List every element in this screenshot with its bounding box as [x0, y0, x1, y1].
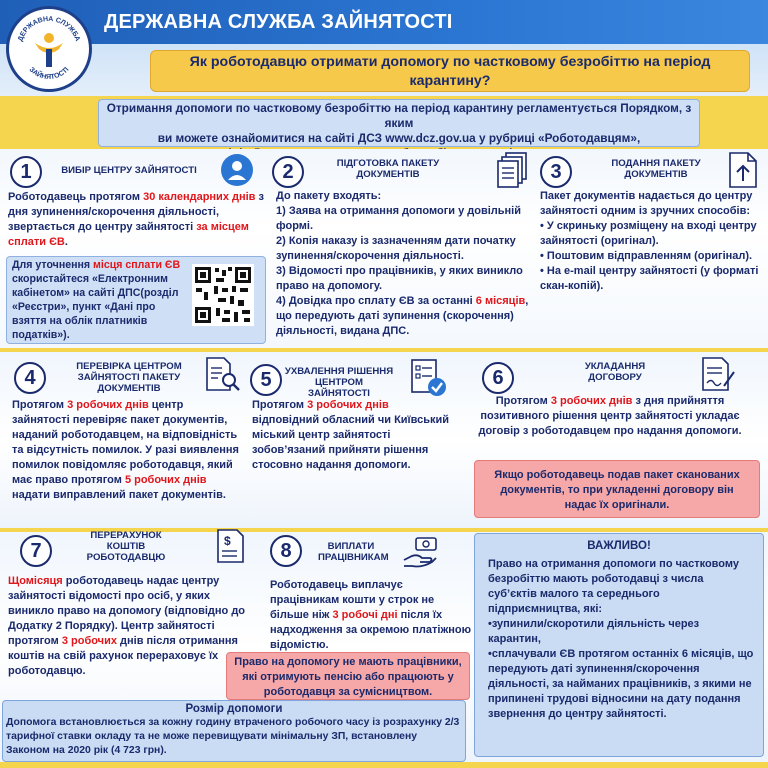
step-8-text: Роботодавець виплачує працівникам кошти у строк не більше ніж 3 робочі дні після їх надходження за окремою платіжною відомістю. [270, 579, 472, 651]
step-1-text: Роботодавець протягом 30 календарних днів з дня зупинення/скорочення діяльності, звертається до центру зайнятості за місцем сплати ЄВ. [8, 191, 264, 248]
invoice-dollar-icon [215, 528, 249, 569]
step-2-title: ПІДГОТОВКА ПАКЕТУ ДОКУМЕНТІВ [336, 158, 440, 180]
contract-sign-icon [700, 356, 736, 399]
step-7-number: 7 [20, 535, 52, 567]
step-2-number: 2 [272, 156, 304, 188]
step-1-title: ВИБІР ЦЕНТРУ ЗАЙНЯТОСТІ [61, 165, 197, 176]
step-8-number: 8 [270, 535, 302, 567]
step-4-number: 4 [14, 362, 46, 394]
step-5-number: 5 [250, 364, 282, 396]
qr-code-icon[interactable] [192, 264, 254, 326]
step-6-note: Якщо роботодавець подав пакет сканованих документів, то при укладенні договору він надає їх оригінали. [474, 460, 760, 518]
step-7-title: ПЕРЕРАХУНОК КОШТІВ РОБОТОДАВЦЮ [86, 530, 166, 563]
svg-text:ДЕРЖАВНА СЛУЖБА: ДЕРЖАВНА СЛУЖБА [17, 15, 81, 43]
step-3-number: 3 [540, 156, 572, 188]
page-title: ДЕРЖАВНА СЛУЖБА ЗАЙНЯТОСТІ [104, 11, 453, 33]
amount-title: Розмір допомоги [185, 703, 283, 715]
person-icon [220, 153, 254, 192]
step-6-number: 6 [482, 362, 514, 394]
important-text: Право на отримання допомоги по частковому безробіттю мають роботодавці з числа суб’єктів малого та середнього підприємництва, які: •зупинили/скоротили діяльність через карантин, •сплачували ЄВ протягом останніх 6 місяців, що передують даті зупинення/скорочення діяльності, за найманих працівників, з якими не припинені трудові відносини на дату подання звернення до центру зайнятості. [488, 558, 754, 720]
step-3-title: ПОДАННЯ ПАКЕТУ ДОКУМЕНТІВ [611, 158, 701, 180]
svg-text:$: $ [224, 534, 231, 548]
hand-money-icon [402, 536, 438, 575]
step-5-text: Протягом 3 робочих днів відповідний обласний чи Київський міський центр зайнятості зобов’язаний прийняти рішення стосовно надання допомоги. [252, 399, 450, 471]
document-search-icon [204, 356, 242, 399]
svg-text:ЗАЙНЯТОСТІ: ЗАЙНЯТОСТІ [27, 66, 71, 82]
intro-line-1: Отримання допомоги по частковому безробіттю на період карантину регламентується Порядком, з яким [106, 101, 692, 130]
step-3-text: Пакет документів надається до центру зайнятості одним із зручних способів: • У скриньку розміщену на вході центру зайнятості (оригінал). • Поштовим відправленням (оригінал). • На e-mail центру зайнятості (у форматі скан-копій). [540, 190, 759, 292]
step-8-note: Право на допомогу не мають працівники, які отримують пенсію або працюють у роботодавця за сумісництвом. [226, 652, 470, 700]
employment-service-logo-icon [6, 6, 92, 92]
step-8-title: ВИПЛАТИ ПРАЦІВНИКАМ [318, 541, 389, 563]
step-6-title: УКЛАДАННЯ ДОГОВОРУ [584, 361, 646, 383]
intro-box [98, 99, 700, 147]
documents-stack-icon [496, 151, 530, 194]
intro-line-2: ви можете ознайомитися на сайті ДСЗ www.dcz.gov.ua у рубриці «Роботодавцям», [157, 131, 641, 145]
step-4-title: ПЕРЕВІРКА ЦЕНТРОМ ЗАЙНЯТОСТІ ПАКЕТУ ДОКУМЕНТІВ [76, 361, 182, 394]
step-1-number: 1 [10, 156, 42, 188]
main-question-banner: Як роботодавцю отримати допомогу по частковому безробіттю на період карантину? [150, 50, 750, 92]
checklist-approve-icon [410, 358, 448, 403]
header-bar [0, 0, 768, 44]
important-title: ВАЖЛИВО! [587, 540, 651, 552]
step-2-text: До пакету входять: 1) Заява на отримання допомоги у довільній формі. 2) Копія наказу із зазначенням дати початку зупинення/скорочення діяльності. 3) Відомості про працівників, у яких виникло право на допомогу. 4) Довідка про сплату ЄВ за останні 6 місяців, що передують даті зупинення (скорочення) діяльності, видана ДПС. [276, 190, 529, 337]
document-upload-icon [726, 151, 760, 194]
step-6-text: Протягом 3 робочих днів з дня прийняття позитивного рішення центр зайнятості укладає договір з роботодавцем про надання допомоги. [478, 395, 742, 437]
step-7-text: Щомісяця роботодавець надає центру зайнятості відомості про осіб, у яких виникло право на допомогу (відповідно до Додатку 2 Порядку). Центр зайнятості протягом 3 робочих днів після отримання коштів на свій рахунок перераховує їх роботодавцю. [8, 575, 246, 677]
step-5-title: УХВАЛЕННЯ РІШЕННЯ ЦЕНТРОМ ЗАЙНЯТОСТІ [284, 366, 394, 399]
amount-text: Допомога встановлюється за кожну годину втраченого робочого часу із розрахунку 2/3 тарифної ставки окладу та не може перевищувати мінімальну ЗП, встановлену Законом на 2020 рік (4 723 грн). [6, 717, 460, 756]
step-4-text: Протягом 3 робочих днів центр зайнятості перевіряє пакет документів, наданий роботодавцем, на відповідність та відсутність помилок. У разі виявлення помилок повідомляє роботодавця, який має право протягом 5 робочих днів надати виправлений пакет документів. [12, 399, 239, 501]
step-1-tip-text: Для уточнення місця сплати ЄВ скористайтеся «Електронним кабінетом» на сайті ДПС(розділ «Реєстри», пункт «Дані про взяття на облік платників податків»). [12, 259, 181, 341]
